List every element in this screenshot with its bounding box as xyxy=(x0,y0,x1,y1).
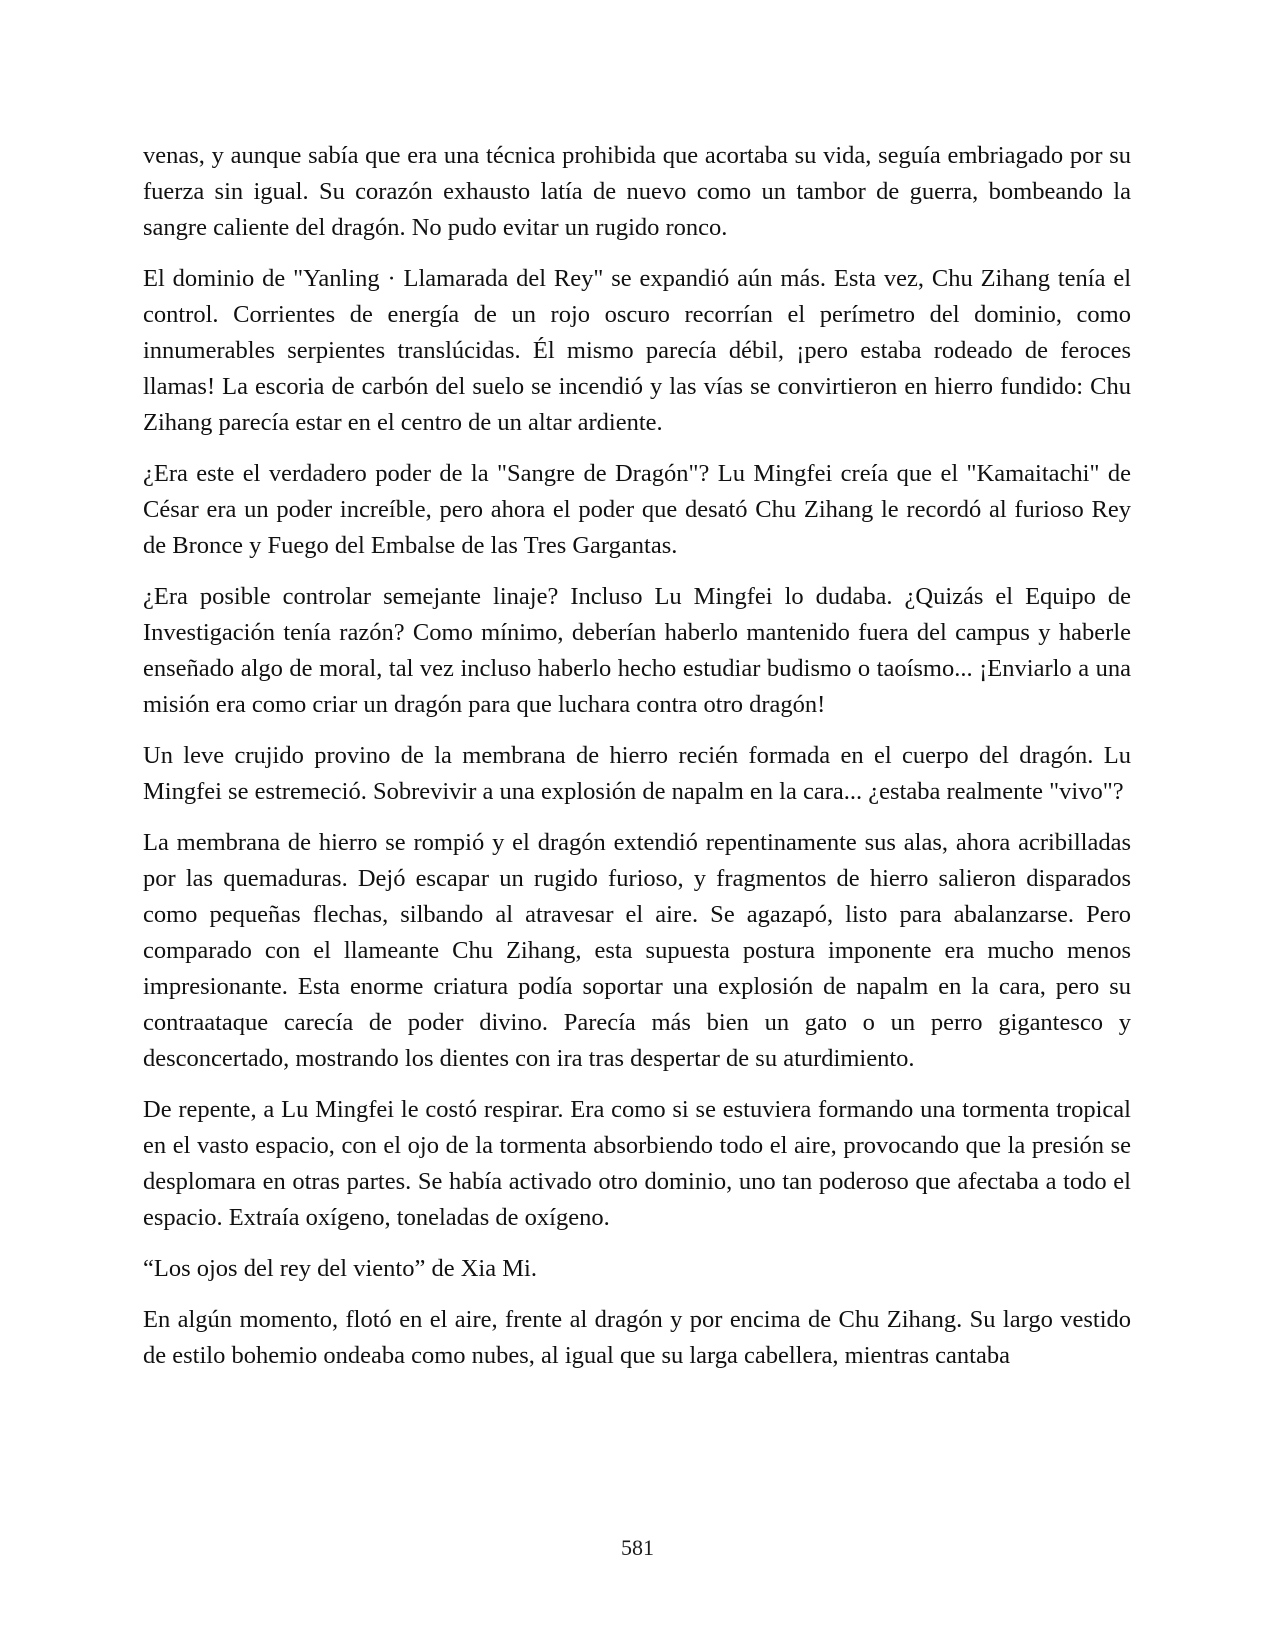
paragraph: En algún momento, flotó en el aire, frente al dragón y por encima de Chu Zihang. Su largo vestido de estilo bohemio ondeaba como nubes, al igual que su larga cabellera, mientras cantaba xyxy=(143,1306,1131,1369)
paragraph: ¿Era este el verdadero poder de la "Sangre de Dragón"? Lu Mingfei creía que el "Kamaitachi" de César era un poder increíble, pero ahora el poder que desató Chu Zihang le recordó al furioso Rey de Bronce y Fuego del Embalse de las Tres Gargantas. xyxy=(143,460,1131,559)
paragraph: La membrana de hierro se rompió y el dragón extendió repentinamente sus alas, ahora acribilladas por las quemaduras. Dejó escapar un rugido furioso, y fragmentos de hierro salieron disparados como pequeñas flechas, silbando al atravesar el aire. Se agazapó, listo para abalanzarse. Pero comparado con el llameante Chu Zihang, esta supuesta postura imponente era mucho menos impresionante. Esta enorme criatura podía soportar una explosión de napalm en la cara, pero su contraataque carecía de poder divino. Parecía más bien un gato o un perro gigantesco y desconcertado, mostrando los dientes con ira tras despertar de su aturdimiento. xyxy=(143,829,1131,1072)
paragraph: “Los ojos del rey del viento” de Xia Mi. xyxy=(143,1255,537,1282)
paragraph: ¿Era posible controlar semejante linaje? Incluso Lu Mingfei lo dudaba. ¿Quizás el Equipo de Investigación tenía razón? Como mínimo, deberían haberlo mantenido fuera del campus y haberle enseñado algo de moral, tal vez incluso haberlo hecho estudiar budismo o taoísmo... ¡Enviarlo a una misión era como criar un dragón para que luchara contra otro dragón! xyxy=(143,583,1131,718)
body-text-block xyxy=(143,138,1131,1374)
paragraph: El dominio de "Yanling · Llamarada del Rey" se expandió aún más. Esta vez, Chu Zihang tenía el control. Corrientes de energía de un rojo oscuro recorrían el perímetro del dominio, como innumerables serpientes translúcidas. Él mismo parecía débil, ¡pero estaba rodeado de feroces llamas! La escoria de carbón del suelo se incendió y las vías se convirtieron en hierro fundido: Chu Zihang parecía estar en el centro de un altar ardiente. xyxy=(143,265,1131,436)
page-number: 581 xyxy=(621,1535,654,1560)
paragraph: venas, y aunque sabía que era una técnica prohibida que acortaba su vida, seguía embriagado por su fuerza sin igual. Su corazón exhausto latía de nuevo como un tambor de guerra, bombeando la sangre caliente del dragón. No pudo evitar un rugido ronco. xyxy=(143,142,1131,241)
paragraph: Un leve crujido provino de la membrana de hierro recién formada en el cuerpo del dragón. Lu Mingfei se estremeció. Sobrevivir a una explosión de napalm en la cara... ¿estaba realmente "vivo"? xyxy=(143,742,1131,805)
paragraph: De repente, a Lu Mingfei le costó respirar. Era como si se estuviera formando una tormenta tropical en el vasto espacio, con el ojo de la tormenta absorbiendo todo el aire, provocando que la presión se desplomara en otras partes. Se había activado otro dominio, uno tan poderoso que afectaba a todo el espacio. Extraía oxígeno, toneladas de oxígeno. xyxy=(143,1096,1131,1231)
